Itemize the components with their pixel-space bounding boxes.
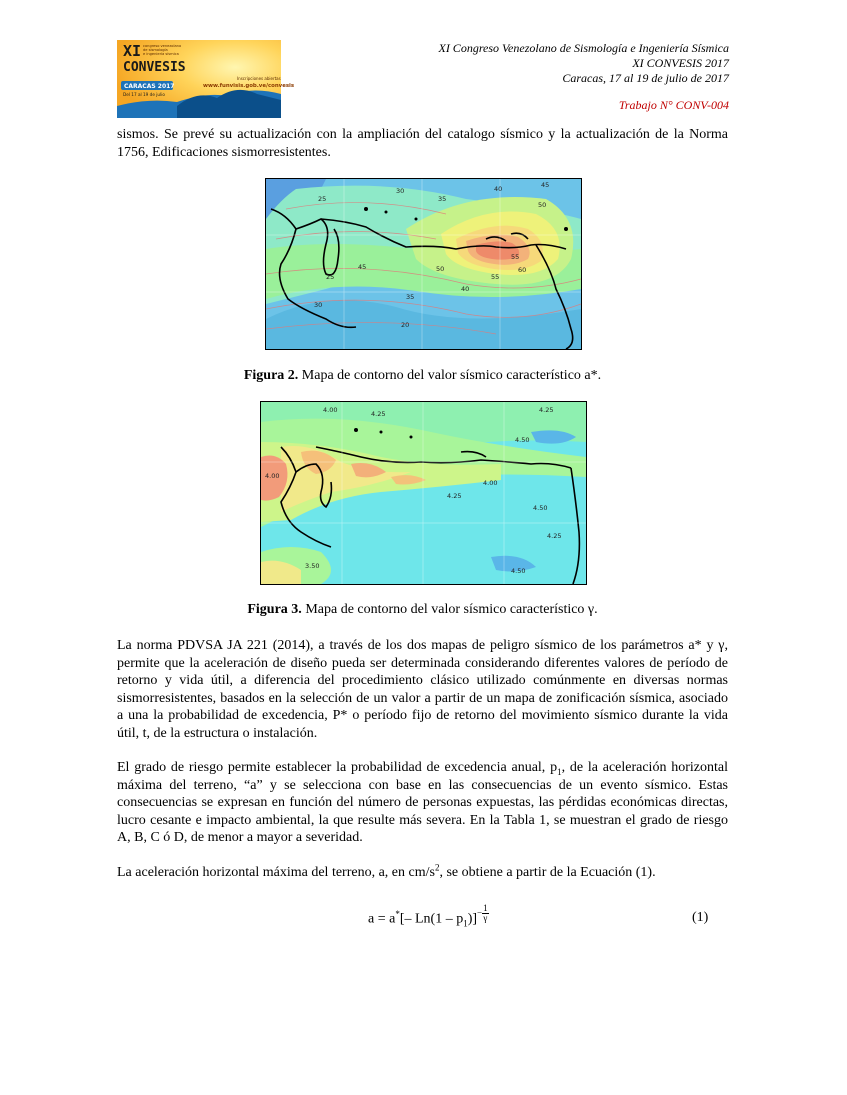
fig2-contour-label: 30: [314, 301, 323, 309]
fig2-contour-label: 55: [491, 273, 500, 281]
figure-2-caption-text: Mapa de contorno del valor sísmico característico a*.: [298, 368, 602, 383]
logo-small-line-3: e ingeniería sísmica: [143, 52, 179, 56]
figure-2-contour-map: [265, 178, 582, 350]
logo-xi: XI: [123, 42, 142, 60]
logo-convesis: CONVESIS: [123, 60, 186, 75]
figure-2-label: Figura 2.: [243, 368, 299, 383]
fig2-contour-label: 55: [511, 253, 520, 261]
paragraph-aceleracion: [117, 864, 728, 882]
fig2-contour-label: 30: [396, 187, 405, 195]
equation-body: [– Ln(1 – p: [399, 911, 464, 927]
fig3-contour-label: 4.25: [547, 532, 562, 540]
figure-2-caption: [117, 368, 728, 384]
fig3-contour-label: 4.00: [265, 472, 280, 480]
paragraph-grado-riesgo: [117, 759, 728, 847]
paragraph-grado-riesgo-part2: , de la aceleración horizontal máxima del terreno, “a” y se selecciona con base en las consecuencias de un evento sísmico. Estas consecuencias se expresan en función del número de personas expuestas, las pérdidas económicas directas, lucro cesante e impacto ambiental, la que resulte más severa. En la Tabla 1, se muestran el grado de riesgo A, B, C ó D, de menor a mayor a severidad.: [117, 760, 728, 846]
fig2-contour-label: 25: [326, 273, 335, 281]
fig3-contour-label: 4.00: [323, 406, 338, 414]
logo-inscriptions: Inscripciones abiertas: [237, 76, 281, 81]
figure-3-label: Figura 3.: [247, 602, 302, 617]
figure-3-caption-text: Mapa de contorno del valor sísmico característico γ.: [301, 602, 598, 617]
equation-star: *: [395, 908, 400, 919]
logo-dates: Del 17 al 19 de julio: [123, 92, 165, 97]
paragraph-aceleracion-part2: , se obtiene a partir de la Ecuación (1).: [439, 865, 656, 880]
logo-small-line-1: congreso venezolano: [143, 44, 182, 48]
intro-paragraph: sismos. Se prevé su actualización con la ampliación del catalogo sísmico y la actualización de la Norma 1756, Edificaciones sismorresistentes.: [117, 127, 728, 160]
logo-small-line-2: de sismología: [143, 48, 168, 52]
equation-close: )]: [467, 911, 478, 927]
header-location-dates: Caracas, 17 al 19 de julio de 2017: [562, 71, 729, 85]
fig3-contour-label: 4.00: [483, 479, 498, 487]
equation-sub: 1: [463, 918, 468, 929]
paragraph-norma-pdvsa: La norma PDVSA JA 221 (2014), a través de los dos mapas de peligro sísmico de los parámetros a* y γ, permite que la aceleración de diseño pueda ser determinada considerando diferentes valores de período de retorno y vida útil, a diferencia del procedimiento clásico utilizado comúnmente en diversas normas sismorresistentes, basados en la selección de un valor a partir de un mapa de zonificación sísmica, asociado a una la probabilidad de excedencia, P* o período fijo de retorno del movimiento sísmico durante la vida útil, t, de la estructura o instalación.: [117, 638, 728, 741]
fig2-contour-label: 45: [541, 181, 550, 189]
equation-number: (1): [692, 910, 709, 925]
equation-exp-minus: −: [477, 907, 483, 918]
fig2-contour-label: 40: [494, 185, 503, 193]
equation-exponent: [477, 904, 489, 923]
header-paper-id: Trabajo N° CONV-004: [618, 98, 729, 112]
fig3-contour-label: 3.50: [305, 562, 320, 570]
header-conference: XI Congreso Venezolano de Sismología e Ingeniería Sísmica: [438, 41, 729, 55]
equation-1: [368, 904, 489, 928]
fig3-contour-label: 4.50: [533, 504, 548, 512]
convesis-logo: [117, 40, 295, 118]
equation-lhs: a = a: [368, 911, 396, 927]
logo-url: www.funvisis.gob.ve/convesis: [203, 83, 295, 89]
fig2-contour-label: 50: [538, 201, 547, 209]
fig3-contour-label: 4.50: [511, 567, 526, 575]
fig2-contour-label: 35: [406, 293, 415, 301]
fig2-contour-label: 40: [461, 285, 470, 293]
fig3-contour-label: 4.25: [539, 406, 554, 414]
figure-3-contour-map: [260, 401, 587, 585]
paragraph-aceleracion-sup: 2: [434, 862, 440, 873]
paragraph-grado-riesgo-part1: El grado de riesgo permite establecer la probabilidad de excedencia anual, p: [117, 760, 558, 775]
fig2-contour-label: 60: [518, 266, 527, 274]
figure-3-caption: [117, 602, 728, 618]
fig2-contour-label: 35: [438, 195, 447, 203]
fig2-contour-label: 20: [401, 321, 410, 329]
fig3-contour-label: 4.25: [447, 492, 462, 500]
header-convesis: XI CONVESIS 2017: [632, 56, 729, 70]
fig2-contour-label: 25: [318, 195, 327, 203]
paragraph-grado-riesgo-sub: 1: [557, 766, 562, 777]
paragraph-aceleracion-part1: La aceleración horizontal máxima del terreno, a, en cm/s: [117, 865, 435, 880]
fig3-contour-label: 4.25: [371, 410, 386, 418]
equation-exp-num: 1: [483, 903, 488, 913]
fig2-contour-label: 50: [436, 265, 445, 273]
logo-city-badge: CARACAS 2017: [124, 83, 175, 90]
fig2-contour-label: 45: [358, 263, 367, 271]
equation-exp-den: γ: [483, 913, 488, 923]
fig3-contour-label: 4.50: [515, 436, 530, 444]
